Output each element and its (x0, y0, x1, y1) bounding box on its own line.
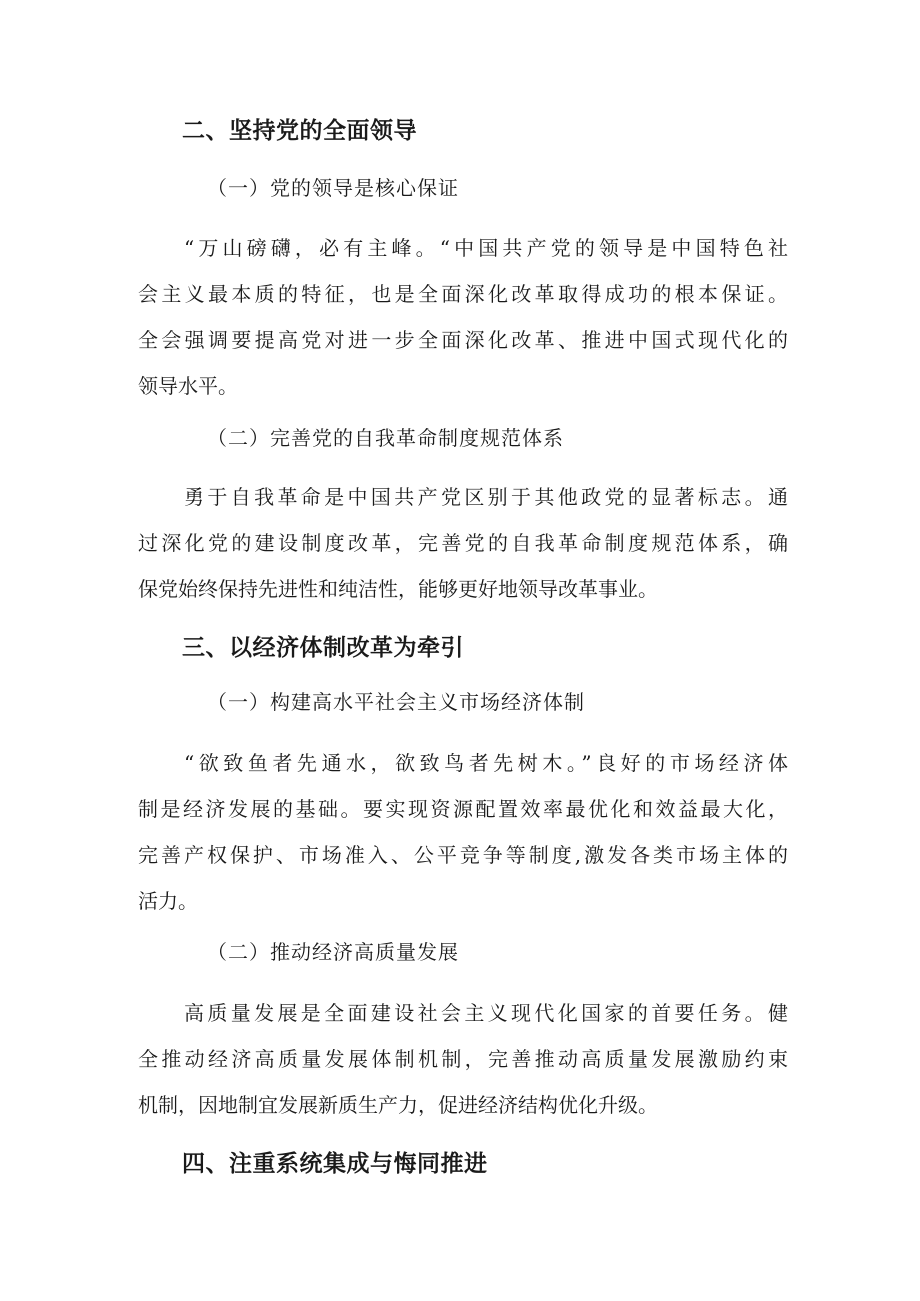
subsection-heading: （一）构建高水平社会主义市场经济体制 (207, 690, 585, 714)
section-heading: 三、以经济体制改革为牵引 (182, 635, 464, 661)
paragraph-line: 过深化党的建设制度改革，完善党的自我革命制度规范体系，确 (138, 531, 788, 555)
section-heading: 二、坚持党的全面领导 (182, 118, 417, 144)
paragraph-line: 活力。 (138, 889, 198, 913)
paragraph-line: “欲致鱼者先通水，欲致鸟者先树木。”良好的市场经济体 (184, 751, 788, 775)
paragraph-line: 全会强调要提高党对进一步全面深化改革、推进中国式现代化的 (138, 328, 788, 352)
paragraph (138, 740, 788, 924)
paragraph-line: 领导水平。 (138, 374, 238, 398)
paragraph (138, 225, 788, 409)
paragraph (138, 990, 788, 1128)
paragraph-line: 保党始终保持先进性和纯洁性，能够更好地领导改革事业。 (138, 577, 658, 601)
paragraph-line: 完善产权保护、市场准入、公平竞争等制度,激发各类市场主体的 (138, 843, 788, 867)
paragraph (138, 474, 788, 612)
paragraph-line: 会主义最本质的特征，也是全面深化改革取得成功的根本保证。 (138, 282, 788, 306)
paragraph-line: 制是经济发展的基础。要实现资源配置效率最优化和效益最大化， (138, 797, 788, 821)
subsection-heading: （二）推动经济高质量发展 (207, 940, 459, 964)
subsection-heading: （一）党的领导是核心保证 (207, 176, 459, 200)
paragraph-line: 机制，因地制宜发展新质生产力，促进经济结构优化升级。 (138, 1093, 658, 1117)
paragraph-line: 高质量发展是全面建设社会主义现代化国家的首要任务。健 (184, 1001, 788, 1025)
subsection-heading: （二）完善党的自我革命制度规范体系 (207, 426, 564, 450)
paragraph-line: 勇于自我革命是中国共产党区别于其他政党的显著标志。通 (184, 485, 788, 509)
paragraph-line: 全推动经济高质量发展体制机制，完善推动高质量发展激励约束 (138, 1047, 788, 1071)
paragraph-line: “万山磅礴，必有主峰。“中国共产党的领导是中国特色社 (184, 236, 788, 260)
section-heading: 四、注重系统集成与悔同推进 (182, 1151, 488, 1177)
